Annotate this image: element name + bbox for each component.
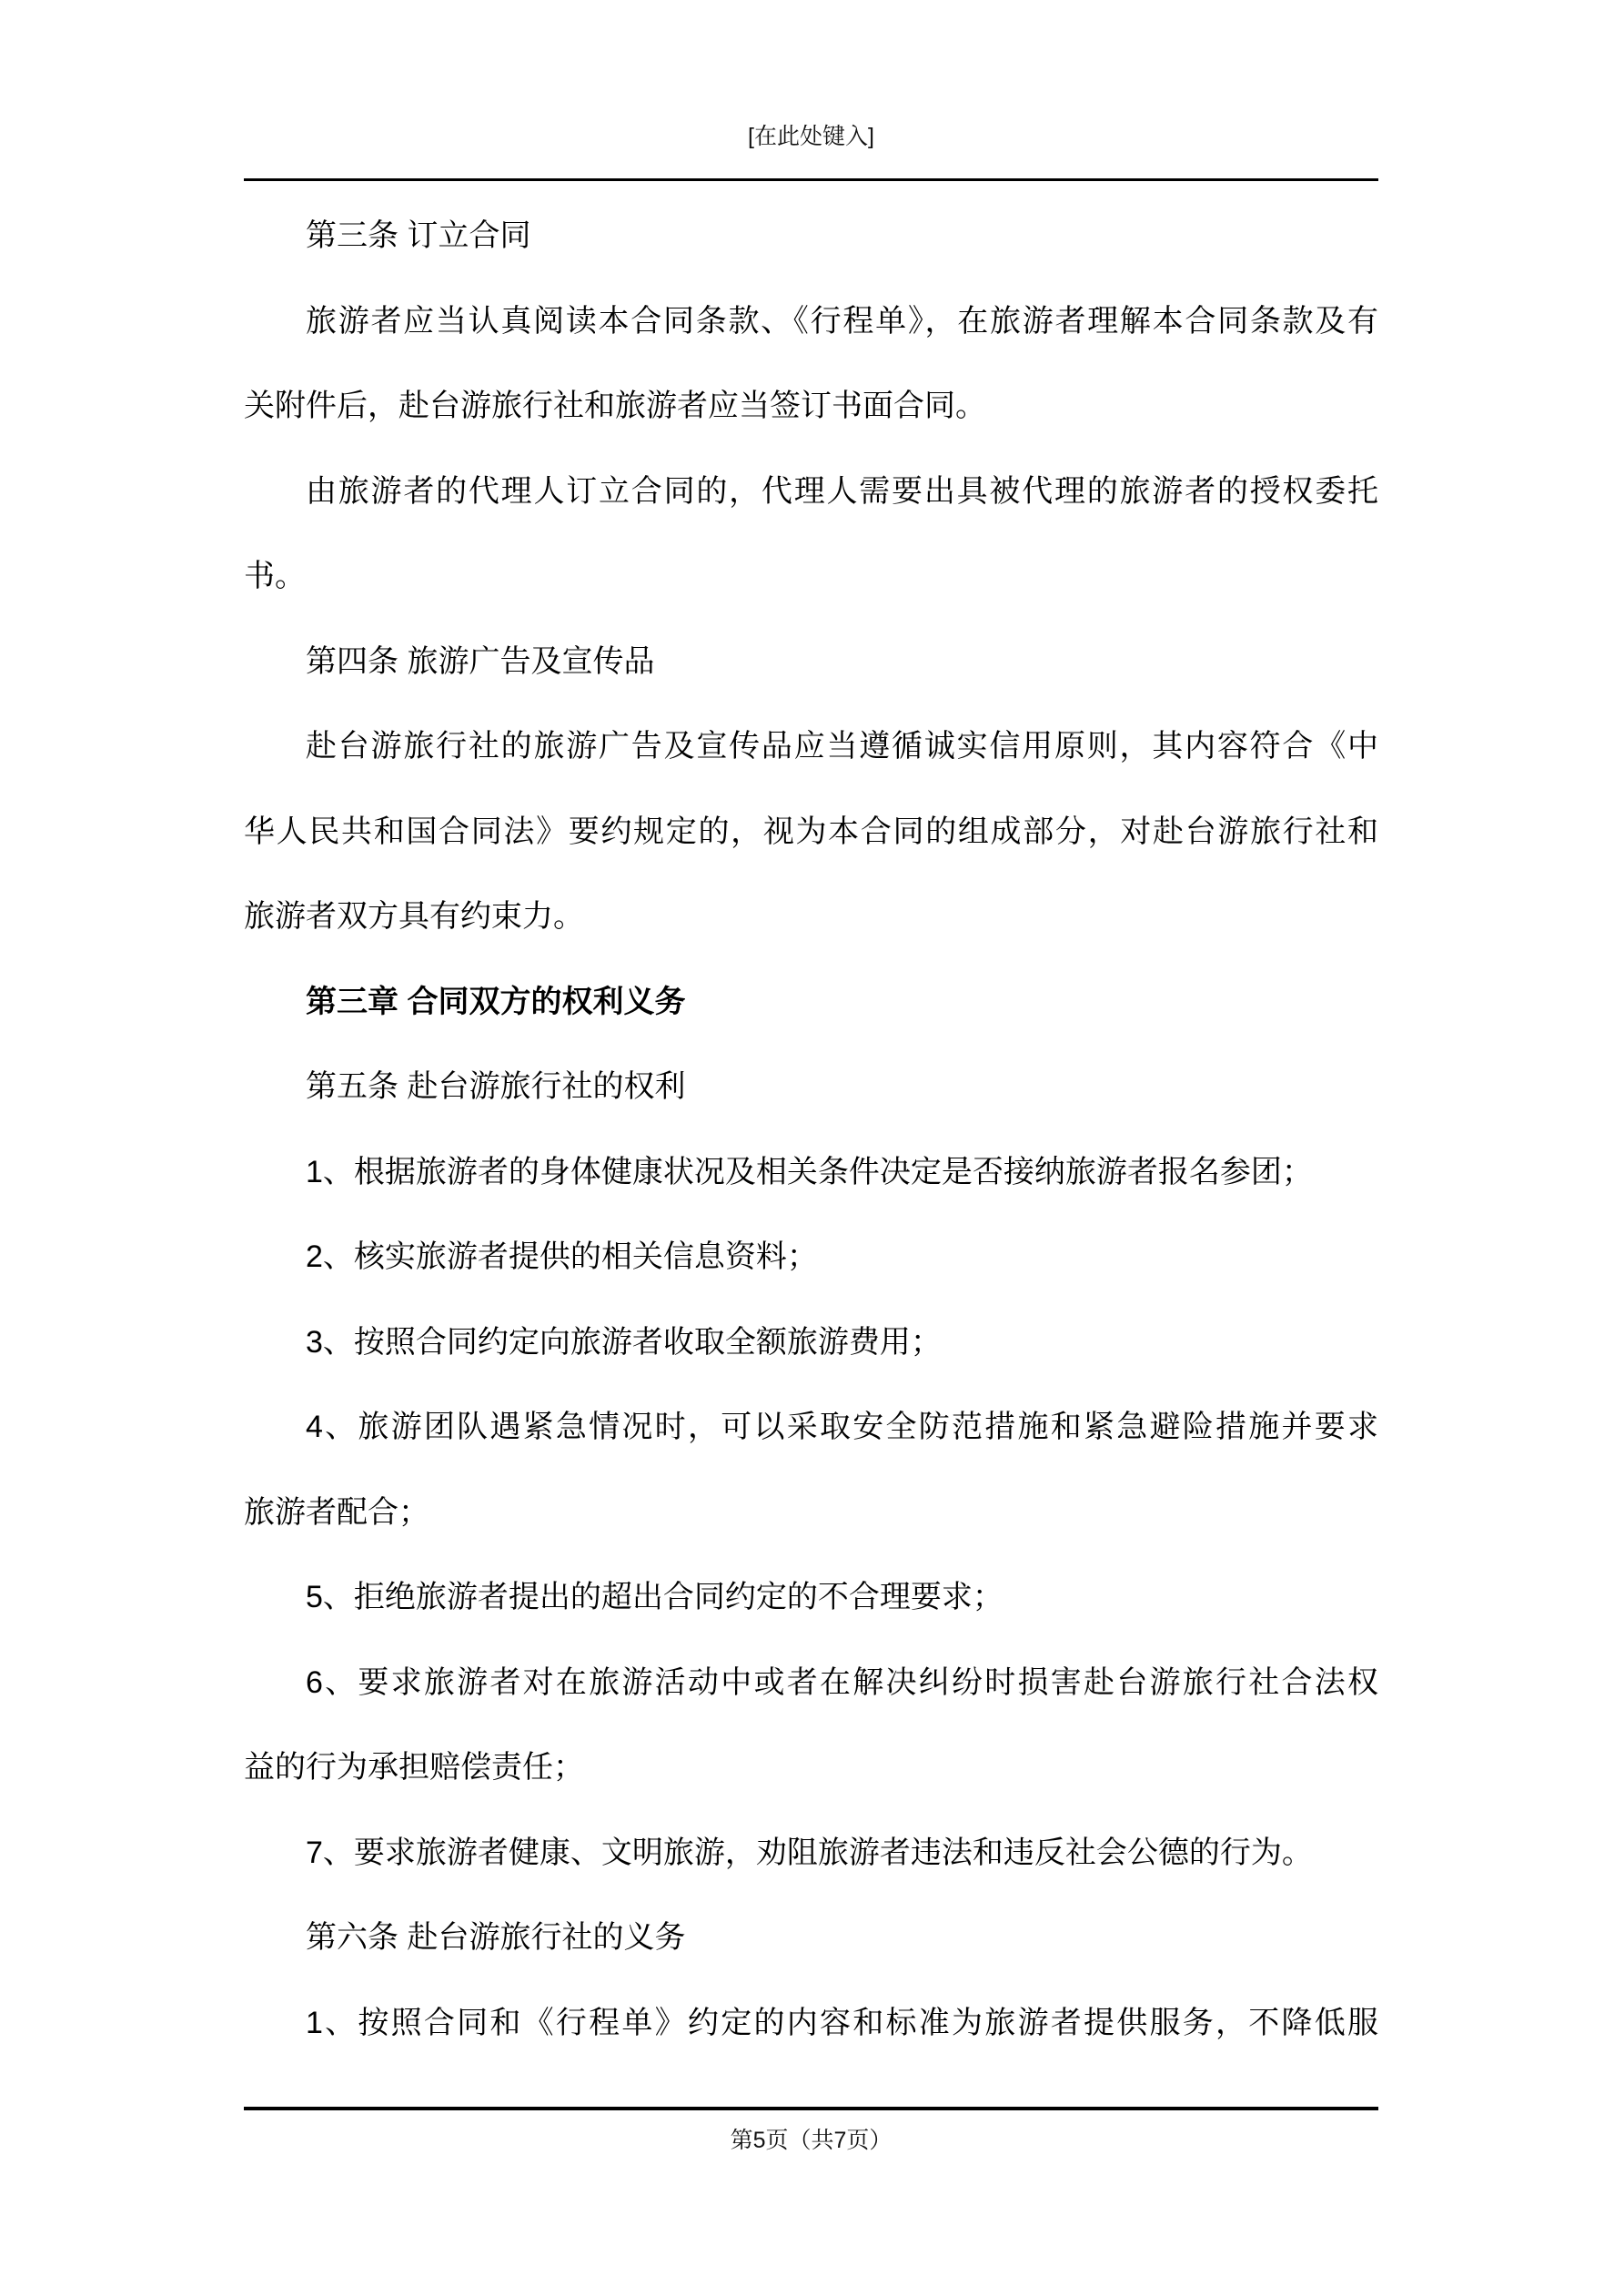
document-text-line: 第三条 订立合同: [306, 218, 531, 253]
footer-rule: [244, 2107, 1378, 2110]
page-header: [244, 116, 1378, 157]
document-text-line: 赴台游旅行社的旅游广告及宣传品应当遵循诚实信用原则，其内容符合《中: [306, 729, 1378, 764]
header-rule: [244, 178, 1378, 181]
header-placeholder: [在此处键入]: [748, 124, 874, 149]
document-text-line: 由旅游者的代理人订立合同的，代理人需要出具被代理的旅游者的授权委托: [306, 473, 1378, 509]
document-text-line: 5、拒绝旅游者提出的超出合同约定的不合理要求；: [306, 1580, 1004, 1614]
document-text-line: 第四条 旅游广告及宣传品: [306, 643, 655, 679]
document-text-line: 旅游者应当认真阅读本合同条款、《行程单》，在旅游者理解本合同条款及有: [306, 303, 1378, 339]
document-text-line: 2、核实旅游者提供的相关信息资料；: [306, 1239, 818, 1274]
document-text-line: 6、要求旅游者对在旅游活动中或者在解决纠纷时损害赴台游旅行社合法权: [306, 1664, 1378, 1700]
document-text-line: 旅游者配合；: [244, 1494, 429, 1530]
document-text-line: 华人民共和国合同法》要约规定的，视为本合同的组成部分，对赴台游旅行社和: [244, 814, 1378, 849]
document-text-line: 旅游者双方具有约束力。: [244, 899, 584, 934]
document-text-line: 益的行为承担赔偿责任；: [244, 1750, 584, 1785]
document-text-line: 关附件后，赴台游旅行社和旅游者应当签订书面合同。: [244, 389, 986, 423]
document-text-line: 4、旅游团队遇紧急情况时，可以采取安全防范措施和紧急避险措施并要求: [306, 1410, 1378, 1444]
document-text-line: 第六条 赴台游旅行社的义务: [306, 1920, 686, 1955]
document-text-line: 书。: [244, 559, 306, 593]
chapter-heading-line: 第三章 合同双方的权利义务: [306, 984, 686, 1019]
document-text-line: 3、按照合同约定向旅游者收取全额旅游费用；: [306, 1324, 942, 1360]
page-footer: [244, 2120, 1378, 2160]
document-text-line: 1、按照合同和《行程单》约定的内容和标准为旅游者提供服务，不降低服: [306, 2005, 1378, 2040]
document-text-line: 第五条 赴台游旅行社的权利: [306, 1069, 686, 1104]
document-text-line: 1、根据旅游者的身体健康状况及相关条件决定是否接纳旅游者报名参团；: [306, 1154, 1313, 1189]
document-text-line: 7、要求旅游者健康、文明旅游，劝阻旅游者违法和违反社会公德的行为。: [306, 1835, 1313, 1870]
page-number: 第5页（共7页）: [730, 2128, 893, 2153]
document-body: [244, 194, 1378, 2066]
